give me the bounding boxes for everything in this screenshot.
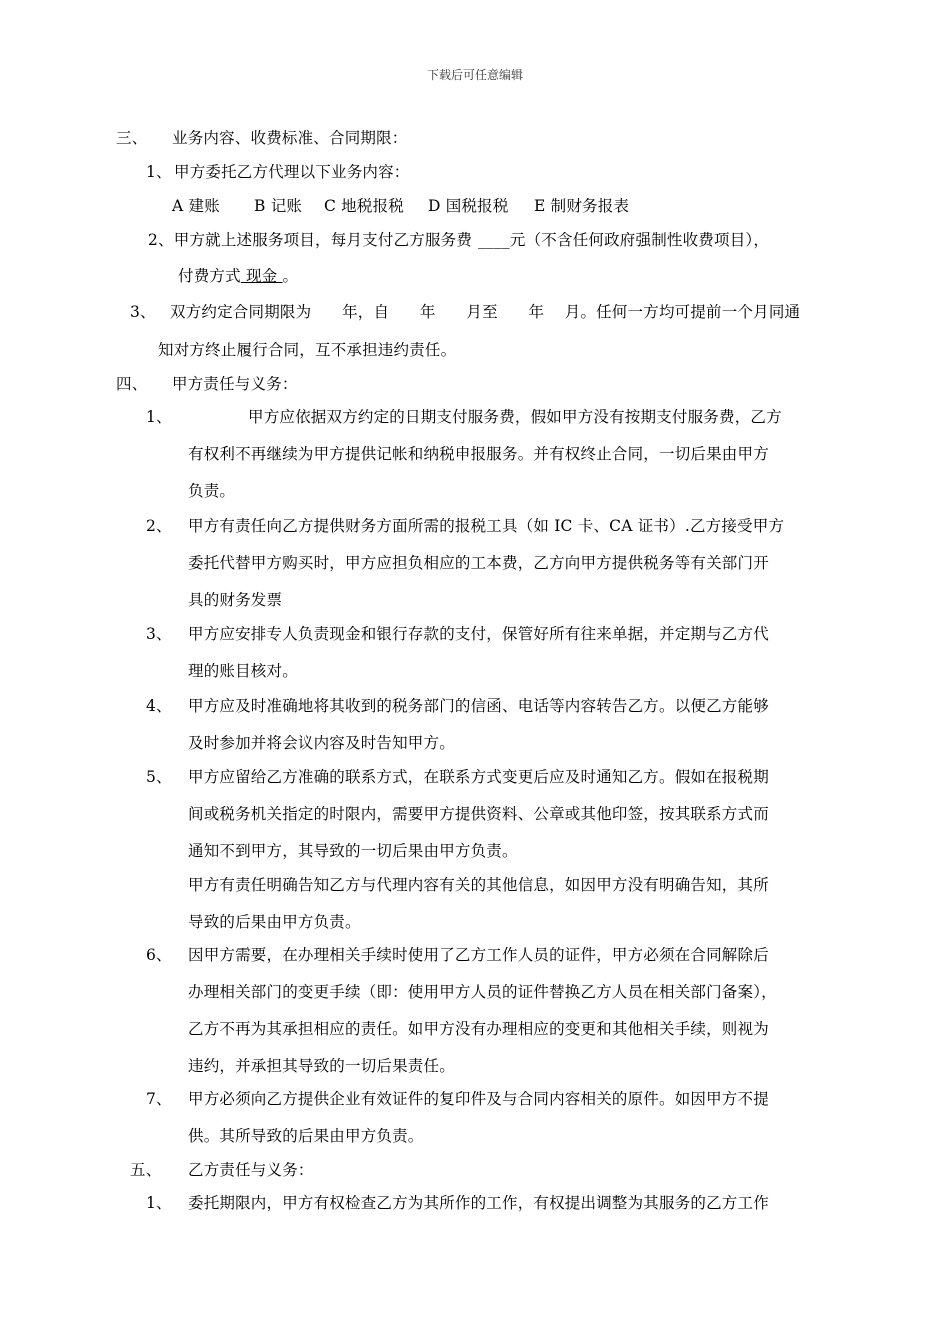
s4-item-number: 1、 — [146, 408, 172, 426]
s5-item-1-number: 1、 — [146, 1194, 172, 1212]
s4-item-6-line: 办理相关部门的变更手续（即：使用甲方人员的证件替换乙方人员在相关部门备案）， — [188, 983, 777, 1001]
s4-item-5-line: 导致的后果由甲方负责。 — [188, 913, 361, 931]
s4-item-3-line: 理的账目核对。 — [188, 662, 298, 680]
s4-item-1-line: 负责。 — [188, 482, 236, 500]
s4-item-5-line: 间或税务机关指定的时限内，需要甲方提供资料、公章或其他印签，按其联系方式而 — [188, 805, 769, 823]
section-3-number: 三、 — [116, 129, 148, 147]
s5-item-1-text: 委托期限内，甲方有权检查乙方为其所作的工作，有权提出调整为其服务的乙方工作 — [188, 1194, 769, 1212]
s3-item-3-number: 3、 — [130, 303, 156, 321]
s4-item-6-line: 违约，并承担其导致的一切后果责任。 — [188, 1057, 455, 1075]
s3-item-2-prefix: 2、甲方就上述服务项目，每月支付乙方服务费 — [148, 231, 473, 249]
s4-item-1-line: 有权利不再继续为甲方提供记帐和纳税申报服务。并有权终止合同，一切后果由甲方 — [188, 445, 769, 463]
s4-item-3-line: 甲方应安排专人负责现金和银行存款的支付，保管好所有往来单据，并定期与乙方代 — [188, 625, 769, 643]
s4-item-number: 3、 — [146, 625, 172, 643]
service-option-d: D 国税报税 — [428, 197, 509, 215]
s4-item-number: 7、 — [146, 1090, 172, 1108]
payment-method: 现金 — [240, 267, 283, 285]
section-5-title: 乙方责任与义务： — [188, 1161, 314, 1179]
s3-item-2-line2 — [178, 266, 298, 286]
service-option-a: A 建账 — [172, 197, 220, 215]
s4-item-5-line: 通知不到甲方，其导致的一切后果由甲方负责。 — [188, 842, 518, 860]
s4-item-1-line: 甲方应依据双方约定的日期支付服务费，假如甲方没有按期支付服务费，乙方 — [248, 408, 782, 426]
s4-item-5-line: 甲方应留给乙方准确的联系方式，在联系方式变更后应及时通知乙方。假如在报税期 — [188, 768, 769, 786]
s3-item-1-number: 1、 — [146, 163, 172, 181]
section-4-number: 四、 — [116, 375, 148, 393]
s4-item-6-line: 因甲方需要，在办理相关手续时使用了乙方工作人员的证件，甲方必须在合同解除后 — [188, 946, 769, 964]
payment-label: 付费方式 — [178, 267, 241, 285]
service-option-c: C 地税报税 — [324, 197, 404, 215]
service-option-e: E 制财务报表 — [534, 197, 630, 215]
s3-item-1-text: 甲方委托乙方代理以下业务内容： — [174, 163, 410, 181]
service-option-b: B 记账 — [254, 197, 303, 215]
s4-item-2-line: 具的财务发票 — [188, 591, 283, 609]
s4-item-number: 6、 — [146, 946, 172, 964]
s4-item-6-line: 乙方不再为其承担相应的责任。如甲方没有办理相应的变更和其他相关手续，则视为 — [188, 1020, 769, 1038]
fee-blank: ____ — [478, 231, 510, 249]
section-3-title: 业务内容、收费标准、合同期限： — [172, 129, 408, 147]
page-header: 下载后可任意编辑 — [426, 68, 523, 82]
s4-item-2-line: 甲方有责任向乙方提供财务方面所需的报税工具（如 IC 卡、CA 证书）.乙方接受甲方 — [188, 517, 785, 535]
s3-item-2-suffix: 元（不含任何政府强制性收费项目）， — [509, 231, 770, 249]
s4-item-number: 2、 — [146, 517, 172, 535]
s3-item-3-line2: 知对方终止履行合同，互不承担违约责任。 — [158, 341, 457, 359]
section-4-title: 甲方责任与义务： — [172, 375, 298, 393]
s4-item-number: 5、 — [146, 768, 172, 786]
s4-item-7-line: 供。其所导致的后果由甲方负责。 — [188, 1127, 424, 1145]
s4-item-7-line: 甲方必须向乙方提供企业有效证件的复印件及与合同内容相关的原件。如因甲方不提 — [188, 1090, 769, 1108]
s4-item-4-line: 甲方应及时准确地将其收到的税务部门的信函、电话等内容转告乙方。以便乙方能够 — [188, 697, 769, 715]
section-5-number: 五、 — [130, 1161, 162, 1179]
s3-item-2-line1 — [148, 230, 769, 250]
s4-item-number: 4、 — [146, 697, 172, 715]
s3-item-3-line1: 双方约定合同期限为 年，自 年 月至 年 月。任何一方均可提前一个月同通 — [170, 303, 801, 321]
payment-end: 。 — [282, 267, 299, 285]
s4-item-4-line: 及时参加并将会议内容及时告知甲方。 — [188, 734, 455, 752]
s4-item-2-line: 委托代替甲方购买时，甲方应担负相应的工本费，乙方向甲方提供税务等有关部门开 — [188, 554, 769, 572]
s4-item-5-line: 甲方有责任明确告知乙方与代理内容有关的其他信息，如因甲方没有明确告知，其所 — [188, 876, 769, 894]
